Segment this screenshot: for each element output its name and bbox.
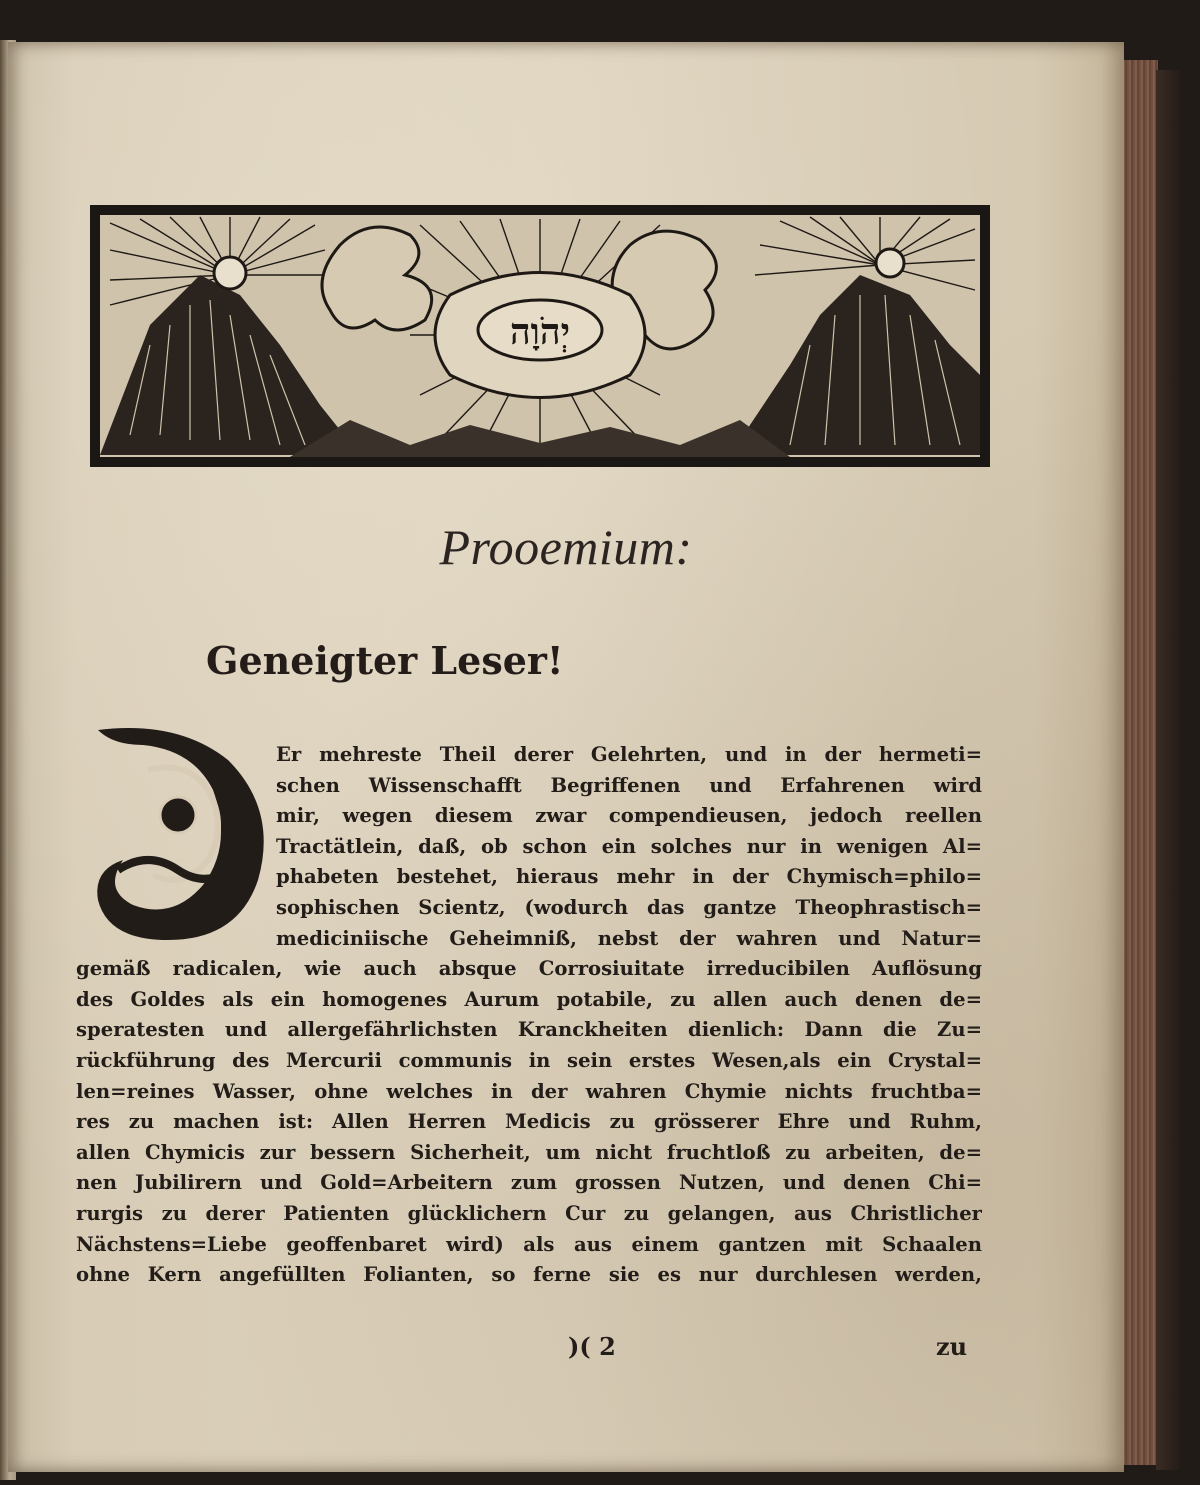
- woodcut-header-ornament: [90, 205, 990, 467]
- text-line: mir, wegen diesem zwar compendieusen, jedoch reellen: [276, 804, 982, 828]
- page-edges: [1122, 60, 1158, 1465]
- body-paragraph: [76, 740, 982, 1291]
- woodcut-illustration: [90, 205, 990, 467]
- page-title: Prooemium:: [439, 519, 693, 575]
- drop-cap-letter: D: [180, 860, 182, 861]
- text-line: gemäß radicalen, wie auch absque Corrosiuitate irreducibilen Auflösung: [76, 957, 982, 981]
- text-line: res zu machen ist: Allen Herren Medicis zu grösserer Ehre und Ruhm,: [76, 1110, 982, 1134]
- text-line: Er mehreste Theil derer Gelehrten, und in der hermeti=: [276, 743, 982, 766]
- text-line: allen Chymicis zur bessern Sicherheit, um nicht fruchtloß zu arbeiten, de=: [76, 1140, 982, 1164]
- catchword: zu: [936, 1332, 968, 1361]
- text-line: mediciniische Geheimniß, nebst der wahren und Natur=: [276, 926, 982, 950]
- text-line: speratesten und allergefährlichsten Kranckheiten dienlich: Dann die Zu=: [76, 1018, 982, 1042]
- text-line: Tractätlein, daß, ob schon ein solches nur in wenigen Al=: [276, 834, 982, 858]
- text-line: rurgis zu derer Patienten glücklichern Cur zu gelangen, aus Christlicher: [76, 1201, 982, 1225]
- salutation-heading: Geneigter Leser!: [206, 638, 564, 683]
- text-line: phabeten bestehet, hieraus mehr in der Chymisch=philo=: [276, 865, 982, 889]
- hebrew-name-text: יְהֹוָה: [509, 311, 571, 353]
- page: [8, 42, 1124, 1472]
- signature-mark: )( 2: [568, 1332, 616, 1361]
- text-line: ohne Kern angefüllten Folianten, so ferne sie es nur durchlesen werden,: [76, 1263, 982, 1287]
- book-cover-edge: [1156, 70, 1180, 1470]
- text-line: len=reines Wasser, ohne welches in der wahren Chymie nichts fruchtba=: [76, 1079, 982, 1103]
- text-line: Nächstens=Liebe geoffenbaret wird) als aus einem gantzen mit Schaalen: [76, 1232, 982, 1256]
- text-line: des Goldes als ein homogenes Aurum potabile, zu allen auch denen de=: [76, 987, 982, 1011]
- text-line: nen Jubilirern und Gold=Arbeitern zum grossen Nutzen, und denen Chi=: [76, 1171, 982, 1195]
- text-line: sophischen Scientz, (wodurch das gantze Theophrastisch=: [276, 895, 982, 919]
- text-line: schen Wissenschafft Begriffenen und Erfahrenen wird: [276, 773, 982, 797]
- text-line: rückführung des Mercurii communis in sein erstes Wesen,als ein Crystal=: [76, 1048, 982, 1072]
